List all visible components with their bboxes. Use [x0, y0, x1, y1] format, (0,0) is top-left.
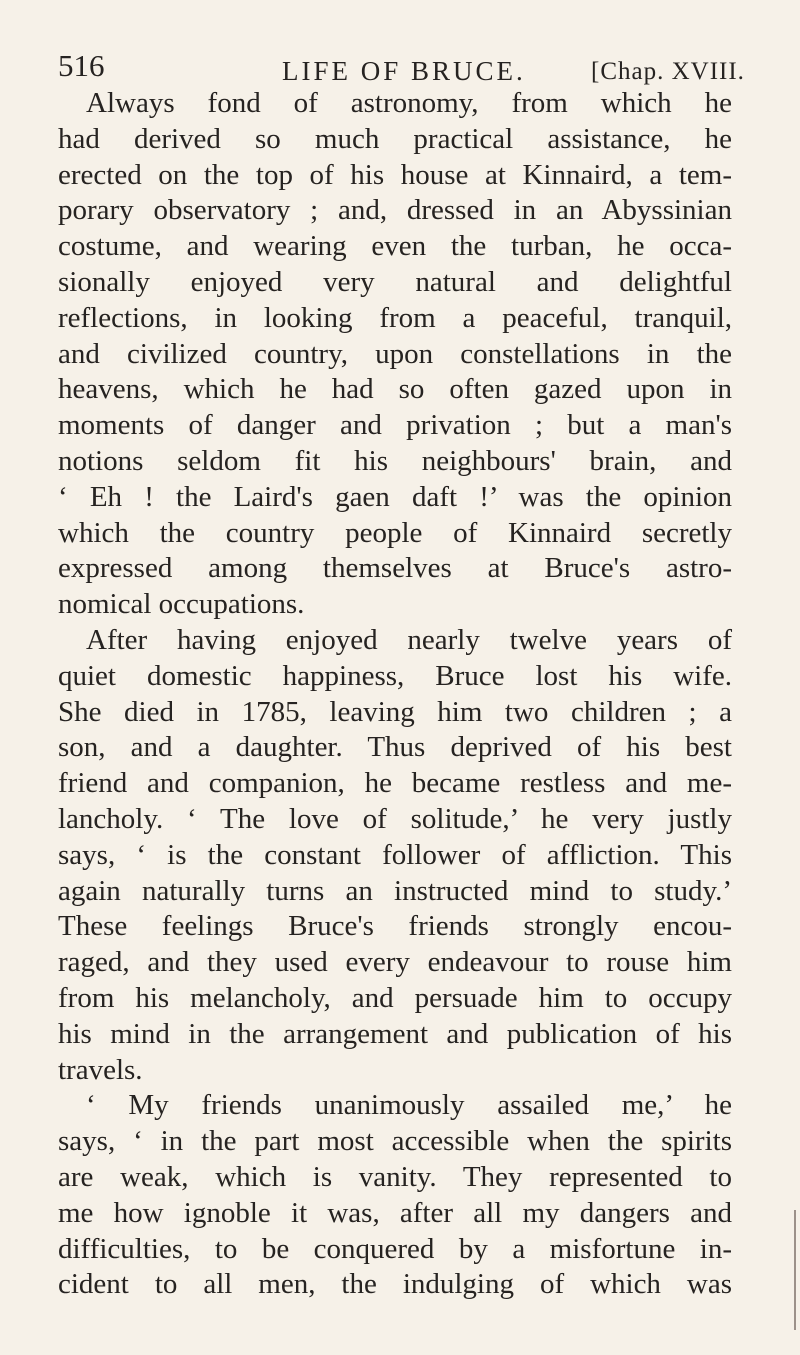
text-line: says, ‘ in the part most accessible when the spirits: [58, 1125, 732, 1158]
text-line: erected on the top of his house at Kinnaird, a tem-: [58, 158, 732, 191]
text-line: raged, and they used every endeavour to rouse him: [58, 946, 732, 979]
text-line: These feelings Bruce's friends strongly encou-: [58, 910, 732, 943]
text-line: friend and companion, he became restless and me-: [58, 767, 732, 800]
page-edge-mark: [794, 1210, 796, 1330]
text-line: After having enjoyed nearly twelve years of: [86, 623, 732, 656]
text-line: me how ignoble it was, after all my dangers and: [58, 1196, 732, 1229]
text-line: travels.: [58, 1053, 143, 1086]
text-line: expressed among themselves at Bruce's astro-: [58, 552, 732, 585]
text-line: which the country people of Kinnaird secretly: [58, 516, 732, 549]
text-line: ‘ Eh ! the Laird's gaen daft !’ was the opinion: [58, 480, 732, 513]
running-head: [54, 48, 754, 88]
text-line: costume, and wearing even the turban, he occa-: [58, 230, 732, 263]
text-line: says, ‘ is the constant follower of affliction. This: [58, 838, 732, 871]
text-line: again naturally turns an instructed mind to study.’: [58, 874, 732, 907]
text-line: porary observatory ; and, dressed in an Abyssinian: [58, 194, 732, 227]
text-line: Always fond of astronomy, from which he: [86, 87, 732, 119]
text-line: moments of danger and privation ; but a man's: [58, 409, 732, 442]
running-title: LIFE OF BRUCE.: [282, 56, 526, 86]
text-line: lancholy. ‘ The love of solitude,’ he very justly: [58, 802, 732, 835]
text-line: son, and a daughter. Thus deprived of his best: [58, 731, 732, 764]
text-line: notions seldom fit his neighbours' brain, and: [58, 444, 732, 477]
text-line: quiet domestic happiness, Bruce lost his wife.: [58, 659, 732, 692]
text-line: had derived so much practical assistance, he: [58, 122, 732, 155]
text-line: sionally enjoyed very natural and delightful: [58, 265, 732, 298]
text-line: his mind in the arrangement and publication of his: [58, 1017, 732, 1050]
body-text: [58, 86, 732, 1303]
text-line: nomical occupations.: [58, 588, 305, 621]
text-line: heavens, which he had so often gazed upon in: [58, 373, 732, 406]
text-line: ‘ My friends unanimously assailed me,’ he: [86, 1089, 732, 1122]
text-line: reflections, in looking from a peaceful, tranquil,: [58, 301, 732, 334]
text-line: She died in 1785, leaving him two children ; a: [58, 695, 732, 728]
text-line: difficulties, to be conquered by a misfortune in-: [58, 1232, 732, 1265]
text-line: from his melancholy, and persuade him to occupy: [58, 981, 732, 1014]
text-line: and civilized country, upon constellations in the: [58, 337, 732, 370]
text-line: are weak, which is vanity. They represented to: [58, 1160, 732, 1193]
page-number: 516: [58, 48, 105, 83]
text-line: cident to all men, the indulging of which was: [58, 1268, 732, 1301]
chapter-reference: [Chap. XVIII.: [591, 58, 745, 85]
